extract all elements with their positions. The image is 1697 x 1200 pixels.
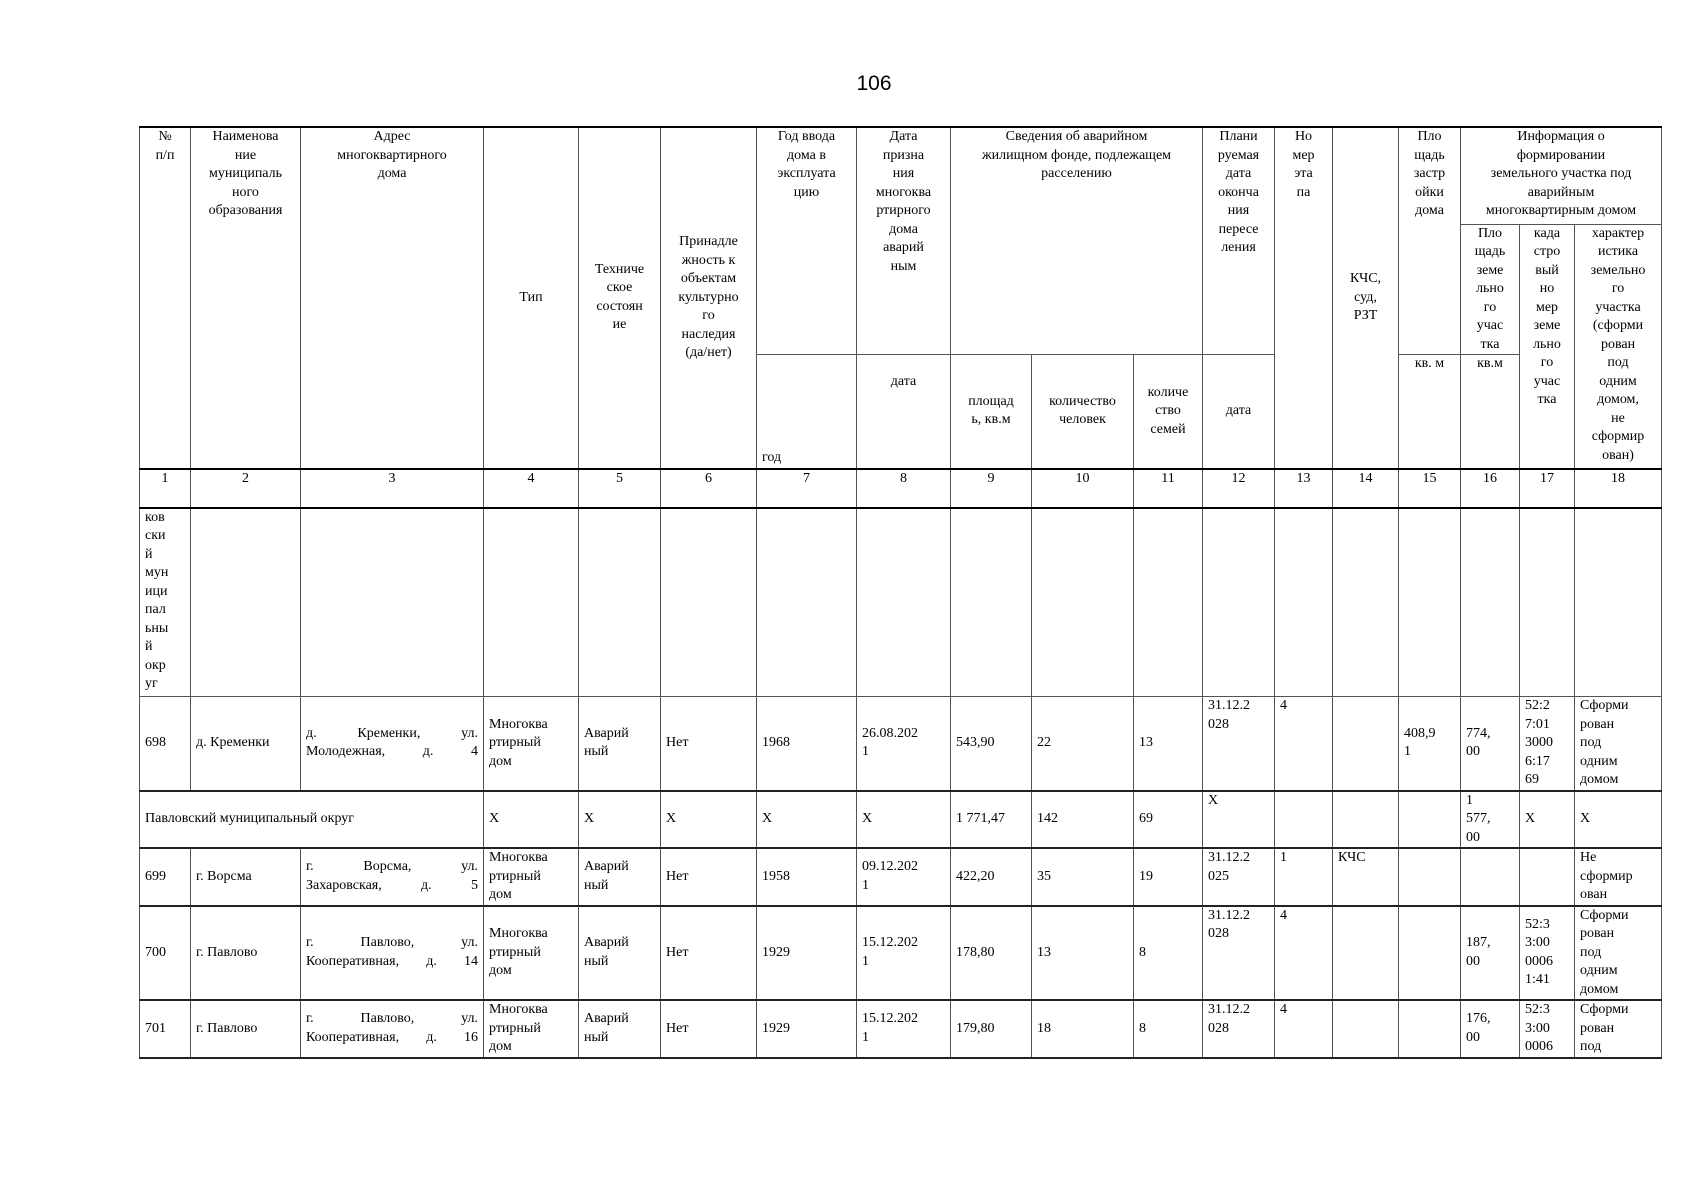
subtotal-stage <box>1275 791 1333 849</box>
empty-cell <box>1203 508 1275 697</box>
cell-no: 701 <box>140 1000 191 1058</box>
cell-built-area <box>1399 1000 1461 1058</box>
header-built-area-sub: кв. м <box>1399 355 1461 469</box>
column-numbers-row <box>140 469 1662 508</box>
cell-address: г. Павлово, ул. Кооперативная, д. 16 <box>301 1000 484 1058</box>
header-built-area: Пло щадь застр ойки дома <box>1399 127 1461 355</box>
column-number: 16 <box>1461 469 1520 508</box>
table-row <box>140 906 1662 1001</box>
cell-land-status: Сформи рован под <box>1575 1000 1662 1058</box>
cell-land-area <box>1461 848 1520 906</box>
subtotal-type: X <box>484 791 579 849</box>
cell-type: Многоква ртирный дом <box>484 697 579 791</box>
empty-cell <box>1461 508 1520 697</box>
cell-cadastre: 52:3 3:00 0006 1:41 <box>1520 906 1575 1001</box>
cell-land-area: 187, 00 <box>1461 906 1520 1001</box>
header-year-sub: год <box>757 355 857 469</box>
header-date-sub: дата <box>857 355 951 469</box>
empty-cell <box>1134 508 1203 697</box>
column-number: 1 <box>140 469 191 508</box>
subtotal-land-status: X <box>1575 791 1662 849</box>
header-stage: Но мер эта па <box>1275 127 1333 469</box>
cell-state: Аварий ный <box>579 1000 661 1058</box>
cell-land-status: Сформи рован под одним домом <box>1575 906 1662 1001</box>
cell-cadastre: 52:2 7:01 3000 6:17 69 <box>1520 697 1575 791</box>
cell-people: 35 <box>1032 848 1134 906</box>
cell-families: 8 <box>1134 1000 1203 1058</box>
cell-area: 543,90 <box>951 697 1032 791</box>
cell-cadastre <box>1520 848 1575 906</box>
header-kchs: КЧС, суд, РЗТ <box>1333 127 1399 469</box>
subtotal-state: X <box>579 791 661 849</box>
cell-planned: 31.12.2 028 <box>1203 1000 1275 1058</box>
cell-kchs <box>1333 906 1399 1001</box>
cell-address: г. Павлово, ул. Кооперативная, д. 14 <box>301 906 484 1001</box>
column-number: 7 <box>757 469 857 508</box>
cell-stage: 4 <box>1275 697 1333 791</box>
cell-heritage: Нет <box>661 697 757 791</box>
column-number: 11 <box>1134 469 1203 508</box>
cell-stage: 4 <box>1275 906 1333 1001</box>
cell-date: 15.12.202 1 <box>857 1000 951 1058</box>
cell-year: 1929 <box>757 906 857 1001</box>
cell-no: 698 <box>140 697 191 791</box>
empty-cell <box>1032 508 1134 697</box>
cell-families: 8 <box>1134 906 1203 1001</box>
column-number: 10 <box>1032 469 1134 508</box>
cell-date: 09.12.202 1 <box>857 848 951 906</box>
subtotal-planned: X <box>1203 791 1275 849</box>
empty-cell <box>1333 508 1399 697</box>
cell-area: 178,80 <box>951 906 1032 1001</box>
cell-planned: 31.12.2 028 <box>1203 906 1275 1001</box>
cell-planned: 31.12.2 025 <box>1203 848 1275 906</box>
column-number: 13 <box>1275 469 1333 508</box>
cell-people: 13 <box>1032 906 1134 1001</box>
header-type: Тип <box>484 127 579 469</box>
subtotal-people: 142 <box>1032 791 1134 849</box>
subtotal-label: Павловский муниципальный округ <box>140 791 484 849</box>
empty-cell <box>857 508 951 697</box>
header-row <box>140 127 1662 224</box>
header-planned-date: Плани руемая дата оконча ния пересе ления <box>1203 127 1275 355</box>
header-area-sub: площад ь, кв.м <box>951 355 1032 469</box>
empty-cell <box>1275 508 1333 697</box>
cell-name: г. Павлово <box>191 906 301 1001</box>
cell-name: г. Ворсма <box>191 848 301 906</box>
cell-land-area: 176, 00 <box>1461 1000 1520 1058</box>
cell-kchs: КЧС <box>1333 848 1399 906</box>
subtotal-year: X <box>757 791 857 849</box>
cell-people: 22 <box>1032 697 1134 791</box>
cell-state: Аварий ный <box>579 906 661 1001</box>
empty-cell <box>484 508 579 697</box>
column-number: 6 <box>661 469 757 508</box>
cell-land-area: 774, 00 <box>1461 697 1520 791</box>
cell-address: г. Ворсма, ул. Захаровская, д. 5 <box>301 848 484 906</box>
column-number: 5 <box>579 469 661 508</box>
cell-area: 422,20 <box>951 848 1032 906</box>
cell-built-area: 408,9 1 <box>1399 697 1461 791</box>
header-land-area-sub: кв.м <box>1461 355 1520 469</box>
cell-name: д. Кременки <box>191 697 301 791</box>
header-heritage: Принадле жность к объектам культурно го наследия (да/нет) <box>661 127 757 469</box>
cell-heritage: Нет <box>661 1000 757 1058</box>
table-row <box>140 697 1662 791</box>
header-number: № п/п <box>140 127 191 469</box>
section-name-fragment: ков ски й мун ици пал ьны й окр уг <box>140 508 191 697</box>
cell-cadastre: 52:3 3:00 0006 <box>1520 1000 1575 1058</box>
cell-type: Многоква ртирный дом <box>484 1000 579 1058</box>
cell-built-area <box>1399 848 1461 906</box>
page-number: 106 <box>856 72 892 95</box>
subtotal-heritage: X <box>661 791 757 849</box>
empty-cell <box>757 508 857 697</box>
cell-land-status: Сформи рован под одним домом <box>1575 697 1662 791</box>
column-number: 15 <box>1399 469 1461 508</box>
column-number: 3 <box>301 469 484 508</box>
header-tech-state: Техниче ское состоян ие <box>579 127 661 469</box>
cell-area: 179,80 <box>951 1000 1032 1058</box>
header-emergency-date: Дата призна ния многоква ртирного дома аварий ным <box>857 127 951 355</box>
subtotal-cadastre: X <box>1520 791 1575 849</box>
subtotal-land-area: 1 577, 00 <box>1461 791 1520 849</box>
subtotal-row <box>140 791 1662 849</box>
empty-cell <box>301 508 484 697</box>
cell-state: Аварий ный <box>579 848 661 906</box>
column-number: 14 <box>1333 469 1399 508</box>
cell-name: г. Павлово <box>191 1000 301 1058</box>
empty-cell <box>1399 508 1461 697</box>
cell-heritage: Нет <box>661 906 757 1001</box>
subtotal-area: 1 771,47 <box>951 791 1032 849</box>
cell-families: 19 <box>1134 848 1203 906</box>
column-number: 8 <box>857 469 951 508</box>
column-number: 18 <box>1575 469 1662 508</box>
cell-kchs <box>1333 697 1399 791</box>
cell-built-area <box>1399 906 1461 1001</box>
cell-type: Многоква ртирный дом <box>484 848 579 906</box>
table-row <box>140 1000 1662 1058</box>
column-number: 9 <box>951 469 1032 508</box>
cell-planned: 31.12.2 028 <box>1203 697 1275 791</box>
cell-heritage: Нет <box>661 848 757 906</box>
cell-no: 699 <box>140 848 191 906</box>
empty-cell <box>661 508 757 697</box>
header-municipality: Наименова ние муниципаль ного образования <box>191 127 301 469</box>
header-emergency-info: Сведения об аварийном жилищном фонде, подлежащем расселению <box>951 127 1203 355</box>
cell-people: 18 <box>1032 1000 1134 1058</box>
cell-families: 13 <box>1134 697 1203 791</box>
empty-cell <box>579 508 661 697</box>
table-row <box>140 848 1662 906</box>
empty-cell <box>1520 508 1575 697</box>
cell-kchs <box>1333 1000 1399 1058</box>
section-row <box>140 508 1662 697</box>
empty-cell <box>1575 508 1662 697</box>
subtotal-built-area <box>1399 791 1461 849</box>
column-number: 2 <box>191 469 301 508</box>
cell-stage: 1 <box>1275 848 1333 906</box>
header-land-status: характер истика земельно го участка (сформи рован под одним домом, не сформир ован) <box>1575 224 1662 469</box>
cell-date: 15.12.202 1 <box>857 906 951 1001</box>
header-planned-sub: дата <box>1203 355 1275 469</box>
cell-year: 1968 <box>757 697 857 791</box>
header-families-sub: количе ство семей <box>1134 355 1203 469</box>
subtotal-date: X <box>857 791 951 849</box>
subtotal-kchs <box>1333 791 1399 849</box>
header-address: Адрес многоквартирного дома <box>301 127 484 469</box>
cell-stage: 4 <box>1275 1000 1333 1058</box>
header-land-info: Информация о формировании земельного участка под аварийным многоквартирным домом <box>1461 127 1662 224</box>
cell-date: 26.08.202 1 <box>857 697 951 791</box>
header-people-sub: количество человек <box>1032 355 1134 469</box>
header-year-built: Год ввода дома в эксплуата цию <box>757 127 857 355</box>
column-number: 17 <box>1520 469 1575 508</box>
subtotal-families: 69 <box>1134 791 1203 849</box>
empty-cell <box>191 508 301 697</box>
column-number: 4 <box>484 469 579 508</box>
column-number: 12 <box>1203 469 1275 508</box>
empty-cell <box>951 508 1032 697</box>
header-cadastre: када стро вый но мер земе льно го учас тка <box>1520 224 1575 469</box>
cell-year: 1929 <box>757 1000 857 1058</box>
cell-land-status: Не сформир ован <box>1575 848 1662 906</box>
header-land-area: Пло щадь земе льно го учас тка <box>1461 224 1520 355</box>
cell-state: Аварий ный <box>579 697 661 791</box>
cell-type: Многоква ртирный дом <box>484 906 579 1001</box>
cell-year: 1958 <box>757 848 857 906</box>
emergency-housing-table <box>139 126 1662 1059</box>
cell-address: д. Кременки, ул. Молодежная, д. 4 <box>301 697 484 791</box>
cell-no: 700 <box>140 906 191 1001</box>
